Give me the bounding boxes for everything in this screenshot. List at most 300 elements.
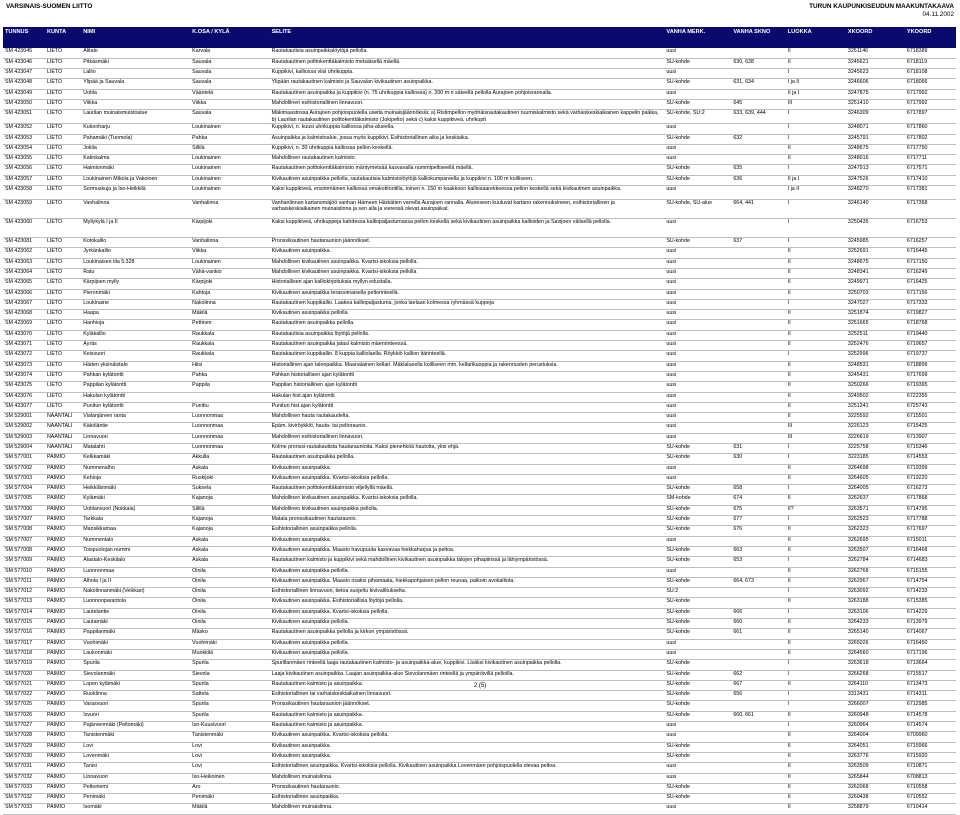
- cell-nimi: Matalahti: [81, 444, 190, 454]
- cell-kunta: PAIMIO: [45, 588, 81, 598]
- cell-kosa-kyla: Vääntelä: [190, 89, 269, 99]
- cell-vanha-skno: [731, 783, 785, 793]
- cell-luokka: I: [786, 238, 846, 248]
- cell-ykoord: 6714795: [905, 505, 956, 515]
- cell-kunta: PAIMIO: [45, 619, 81, 629]
- cell-vanha-skno: 653: [731, 557, 785, 567]
- cell-selite: Asuinpaikka ja kalmistoalue, jossa myös kuppikivi. Esihistoriallinen aika ja keskiaika.: [270, 134, 665, 144]
- cell-ykoord: 6717697: [905, 526, 956, 536]
- cell-xkoord: 3251874: [846, 310, 905, 320]
- cell-xkoord: 3226619: [846, 433, 905, 443]
- cell-vanha-merk: uusi: [664, 268, 731, 278]
- cell-nimi: Penimäki: [81, 794, 190, 804]
- cell-tunnus: SM 577008: [3, 526, 45, 536]
- cell-kunta: PAIMIO: [45, 670, 81, 680]
- cell-kunta: NAANTALI: [45, 413, 81, 423]
- cell-tunnus: SM 423046: [3, 58, 45, 68]
- cell-ykoord: 6717410: [905, 175, 956, 185]
- cell-vanha-merk: SU-kohde, SU:2: [664, 110, 731, 124]
- cell-vanha-skno: [731, 48, 785, 58]
- cell-vanha-merk: uusi: [664, 299, 731, 309]
- cell-vanha-skno: 658: [731, 485, 785, 495]
- cell-kosa-kyla: Kajanoja: [190, 495, 269, 505]
- cell-nimi: Loukinaisen tila 5:328: [81, 258, 190, 268]
- cell-luokka: I: [786, 69, 846, 79]
- table-row: [3, 546, 956, 556]
- cell-kosa-kyla: Vanhalinna: [190, 200, 269, 219]
- cell-selite: Rautakautinen asuinpaikka pellolla ja kirkon ympäristössä.: [270, 629, 665, 639]
- cell-kunta: LIETO: [45, 382, 81, 392]
- table-row: [3, 598, 956, 608]
- cell-xkoord: 3263507: [846, 546, 905, 556]
- cell-luokka: I: [786, 219, 846, 238]
- table-row: [3, 69, 956, 79]
- cell-ykoord: 6715920: [905, 752, 956, 762]
- cell-kunta: LIETO: [45, 186, 81, 200]
- cell-nimi: Luonnonparantola: [81, 598, 190, 608]
- cell-tunnus: SM 423066: [3, 289, 45, 299]
- cell-tunnus: SM 423067: [3, 299, 45, 309]
- table-row: [3, 495, 956, 505]
- column-header-nimi: NIMI: [81, 27, 190, 48]
- cell-tunnus: SM 423076: [3, 392, 45, 402]
- cell-nimi: Peltoniemi: [81, 783, 190, 793]
- cell-vanha-skno: 674: [731, 495, 785, 505]
- cell-nimi: Lopen kylämäki: [81, 680, 190, 690]
- cell-nimi: Ruoklinna: [81, 691, 190, 701]
- cell-ykoord: 6713473: [905, 680, 956, 690]
- cell-kosa-kyla: Punittu: [190, 402, 269, 412]
- cell-kunta: PAIMIO: [45, 639, 81, 649]
- cell-vanha-merk: SU-kohde: [664, 444, 731, 454]
- cell-kosa-kyla: Askala: [190, 557, 269, 567]
- cell-kunta: PAIMIO: [45, 505, 81, 515]
- cell-tunnus: SM 529003: [3, 433, 45, 443]
- table-row: [3, 268, 956, 278]
- cell-nimi: Jokila: [81, 144, 190, 154]
- cell-ykoord: 6714683: [905, 557, 956, 567]
- cell-kunta: LIETO: [45, 320, 81, 330]
- cell-selite: Kivikautinen asuinpaikka pellolla.: [270, 619, 665, 629]
- cell-kosa-kyla: Oinila: [190, 567, 269, 577]
- cell-kosa-kyla: Lovi: [190, 752, 269, 762]
- cell-vanha-merk: uusi: [664, 773, 731, 783]
- cell-vanha-skno: [731, 299, 785, 309]
- cell-kunta: PAIMIO: [45, 680, 81, 690]
- cell-kunta: NAANTALI: [45, 444, 81, 454]
- cell-tunnus: SM 423081: [3, 238, 45, 248]
- cell-kosa-kyla: Oinila: [190, 588, 269, 598]
- column-header-luokka: LUOKKA: [786, 27, 846, 48]
- table-header-row: [3, 27, 956, 48]
- cell-selite: Kuppikivi, kalliossa viisi uhrikuppia.: [270, 69, 665, 79]
- cell-ykoord: 6719737: [905, 351, 956, 361]
- cell-tunnus: SM 529002: [3, 423, 45, 433]
- cell-nimi: Jyrkänkallio: [81, 248, 190, 258]
- cell-xkoord: 3248675: [846, 144, 905, 154]
- cell-vanha-merk: uusi: [664, 155, 731, 165]
- cell-xkoord: 3248270: [846, 186, 905, 200]
- cell-xkoord: 3260964: [846, 722, 905, 732]
- cell-ykoord: 6714553: [905, 454, 956, 464]
- cell-luokka: II: [786, 268, 846, 278]
- cell-luokka: II: [786, 619, 846, 629]
- cell-kosa-kyla: Nakolinna: [190, 299, 269, 309]
- cell-tunnus: SM 577032: [3, 794, 45, 804]
- cell-tunnus: SM 577019: [3, 660, 45, 670]
- cell-kosa-kyla: Pahka: [190, 134, 269, 144]
- cell-luokka: II: [786, 413, 846, 423]
- cell-luokka: II?: [786, 505, 846, 515]
- cell-vanha-skno: 631: [731, 444, 785, 454]
- cell-vanha-skno: [731, 144, 785, 154]
- cell-nimi: Pieronmäki: [81, 289, 190, 299]
- cell-vanha-skno: 675: [731, 505, 785, 515]
- cell-xkoord: 3251410: [846, 99, 905, 109]
- table-row: [3, 110, 956, 124]
- cell-ykoord: 6715517: [905, 670, 956, 680]
- cell-vanha-skno: 666: [731, 608, 785, 618]
- cell-nimi: Kotokallio: [81, 238, 190, 248]
- cell-ykoord: 6715385: [905, 598, 956, 608]
- cell-xkoord: 3263571: [846, 505, 905, 515]
- cell-luokka: III: [786, 99, 846, 109]
- cell-vanha-skno: [731, 124, 785, 134]
- cell-luokka: II: [786, 629, 846, 639]
- cell-vanha-merk: uusi: [664, 258, 731, 268]
- cell-nimi: Myllykylä I ja II: [81, 219, 190, 238]
- cell-nimi: Keisvuori: [81, 351, 190, 361]
- cell-kosa-kyla: Loukinainen: [190, 124, 269, 134]
- cell-kosa-kyla: Kajanoja: [190, 516, 269, 526]
- cell-luokka: I: [786, 516, 846, 526]
- cell-luokka: II: [786, 248, 846, 258]
- cell-kosa-kyla: Spurila: [190, 660, 269, 670]
- cell-vanha-skno: 630, 638: [731, 58, 785, 68]
- cell-vanha-merk: SU-kohde: [664, 505, 731, 515]
- cell-vanha-skno: [731, 722, 785, 732]
- cell-kosa-kyla: Luonnonmaa: [190, 423, 269, 433]
- cell-vanha-merk: SU-kohde: [664, 680, 731, 690]
- cell-luokka: I: [786, 124, 846, 134]
- cell-nimi: Isvuori: [81, 711, 190, 721]
- cell-nimi: Pappilanmäki: [81, 629, 190, 639]
- cell-xkoord: 3245621: [846, 58, 905, 68]
- cell-tunnus: SM 423058: [3, 186, 45, 200]
- table-row: [3, 330, 956, 340]
- cell-kosa-kyla: Kärpijoki: [190, 279, 269, 289]
- cell-tunnus: SM 423070: [3, 330, 45, 340]
- cell-kunta: PAIMIO: [45, 783, 81, 793]
- cell-vanha-merk: uusi: [664, 402, 731, 412]
- cell-selite: Esihistoriallinen asuinpaikka pellolla.: [270, 526, 665, 536]
- cell-kosa-kyla: Raukkala: [190, 351, 269, 361]
- cell-kunta: PAIMIO: [45, 732, 81, 742]
- cell-selite: Punitun hist.ajan kylätontti: [270, 402, 665, 412]
- cell-luokka: I: [786, 134, 846, 144]
- cell-kunta: PAIMIO: [45, 577, 81, 587]
- cell-kunta: LIETO: [45, 99, 81, 109]
- cell-ykoord: 6717802: [905, 134, 956, 144]
- cell-xkoord: 3264110: [846, 680, 905, 690]
- table-row: [3, 557, 956, 567]
- cell-tunnus: SM 577006: [3, 505, 45, 515]
- cell-vanha-skno: 664, 673: [731, 577, 785, 587]
- cell-tunnus: SM 423056: [3, 165, 45, 175]
- cell-kunta: LIETO: [45, 144, 81, 154]
- cell-xkoord: 3264560: [846, 649, 905, 659]
- cell-vanha-skno: [731, 320, 785, 330]
- cell-xkoord: 3252511: [846, 330, 905, 340]
- cell-vanha-skno: 632: [731, 134, 785, 144]
- cell-nimi: Laukonmäki: [81, 649, 190, 659]
- cell-tunnus: SM 423049: [3, 89, 45, 99]
- cell-xkoord: 3246606: [846, 79, 905, 89]
- cell-kunta: PAIMIO: [45, 763, 81, 773]
- cell-kosa-kyla: Lovi: [190, 763, 269, 773]
- cell-selite: Vanhanlinnan kartanomäjöö vanhan Hämeen Härkätien varrella Aurajoen rannalla. Alueeseen kuuluvat kartano rakennuksineen, esihistoriallinen ja varhaiskeskiaikainen muinaislinna ja sen alla ja vieressä olevat asuinpaikat.: [270, 200, 665, 219]
- cell-xkoord: 3262637: [846, 495, 905, 505]
- cell-ykoord: 6714754: [905, 577, 956, 587]
- cell-luokka: I: [786, 722, 846, 732]
- cell-kunta: PAIMIO: [45, 742, 81, 752]
- register-table: [3, 27, 956, 815]
- cell-nimi: Linnavuori: [81, 433, 190, 443]
- cell-xkoord: 3247027: [846, 299, 905, 309]
- cell-kunta: LIETO: [45, 69, 81, 79]
- cell-nimi: Vialanjärven ranta: [81, 413, 190, 423]
- cell-tunnus: SM 423072: [3, 351, 45, 361]
- table-row: [3, 320, 956, 330]
- cell-luokka: II: [786, 279, 846, 289]
- cell-xkoord: 3266268: [846, 670, 905, 680]
- table-body: [3, 48, 956, 814]
- cell-vanha-skno: 631, 634: [731, 79, 785, 89]
- cell-xkoord: 3250435: [846, 219, 905, 238]
- cell-selite: Kivikautinen asuinpaikka. Kvartsi-iskoksia pellolla.: [270, 732, 665, 742]
- cell-vanha-skno: 645: [731, 99, 785, 109]
- cell-selite: Kivikautinen asuinpaikka pellolla.: [270, 639, 665, 649]
- cell-nimi: Tarkkala: [81, 516, 190, 526]
- cell-selite: Kivikautinen asuinpaikka.: [270, 248, 665, 258]
- cell-selite: Kivikautinen asuinpaikka pellolla, rautakautisia kalmistolöytöjä kalliokumpareella ja kuppikivi n. 100 m koilliseen.: [270, 175, 665, 185]
- cell-kunta: LIETO: [45, 279, 81, 289]
- cell-kosa-kyla: Luonnonmaa: [190, 444, 269, 454]
- cell-kunta: PAIMIO: [45, 752, 81, 762]
- table-row: [3, 649, 956, 659]
- cell-kunta: LIETO: [45, 289, 81, 299]
- cell-nimi: Punitun kylätontti: [81, 402, 190, 412]
- cell-ykoord: 6710414: [905, 804, 956, 814]
- cell-vanha-merk: SU-kohde: [664, 79, 731, 89]
- cell-tunnus: SM 577014: [3, 608, 45, 618]
- cell-nimi: Vanhalinna: [81, 200, 190, 219]
- cell-vanha-skno: 660: [731, 619, 785, 629]
- cell-tunnus: SM 577016: [3, 629, 45, 639]
- cell-vanha-merk: uusi: [664, 69, 731, 79]
- cell-tunnus: SM 423048: [3, 79, 45, 89]
- cell-luokka: II: [786, 639, 846, 649]
- cell-vanha-merk: SU-kohde: [664, 752, 731, 762]
- cell-kosa-kyla: Luonnonmaa: [190, 413, 269, 423]
- cell-luokka: I: [786, 200, 846, 219]
- cell-vanha-skno: [731, 279, 785, 289]
- cell-selite: Kaksi kuppikiveä, ensimmäinen kalliossa omakotitontilla, toinen n. 150 m kaakkoon kalliosaarekkeessa pellon keskellä sekä kivikautinen asuinpaikka.: [270, 186, 665, 200]
- cell-kosa-kyla: Hiisi: [190, 361, 269, 371]
- cell-ykoord: 6710558: [905, 783, 956, 793]
- cell-kosa-kyla: Viikka: [190, 248, 269, 258]
- table-row: [3, 289, 956, 299]
- table-row: [3, 382, 956, 392]
- cell-ykoord: 6719657: [905, 341, 956, 351]
- cell-nimi: Hakulan kylätontti: [81, 392, 190, 402]
- cell-kosa-kyla: Mäsko: [190, 629, 269, 639]
- cell-nimi: Alitalo: [81, 48, 190, 58]
- cell-selite: Kivikautinen asuinpaikka. Maasto havupuuta kasvavaa hiekkaharjua ja peltoa.: [270, 546, 665, 556]
- cell-vanha-skno: 656: [731, 691, 785, 701]
- table-row: [3, 402, 956, 412]
- cell-kunta: LIETO: [45, 89, 81, 99]
- cell-selite: Rautakautinen kalmisto ja asuinpaikka.: [270, 711, 665, 721]
- cell-ykoord: 6717699: [905, 371, 956, 381]
- cell-tunnus: SM 423069: [3, 320, 45, 330]
- cell-luokka: II: [786, 289, 846, 299]
- cell-xkoord: 3263092: [846, 588, 905, 598]
- table-row: [3, 219, 956, 238]
- cell-selite: Rautakautinen asuinpaikka pellolla.: [270, 320, 665, 330]
- cell-nimi: Uotila: [81, 89, 190, 99]
- cell-kosa-kyla: Mäkilä: [190, 310, 269, 320]
- cell-luokka: I ja II: [786, 79, 846, 89]
- cell-ykoord: 6716450: [905, 639, 956, 649]
- cell-tunnus: SM 423074: [3, 371, 45, 381]
- cell-ykoord: 6713664: [905, 660, 956, 670]
- cell-xkoord: 3245985: [846, 238, 905, 248]
- cell-vanha-merk: uusi: [664, 279, 731, 289]
- cell-nimi: Linnavuori: [81, 773, 190, 783]
- cell-tunnus: SM 529004: [3, 444, 45, 454]
- cell-selite: Esihistoriallinen asuinpaikka. Kvartsi-iskoksia pellolla. Kivikautinen asuinpaikka Lovenmäen pohjoispuolella olevaa peltoa.: [270, 763, 665, 773]
- cell-tunnus: SM 423047: [3, 69, 45, 79]
- cell-tunnus: SM 423055: [3, 155, 45, 165]
- cell-luokka: I: [786, 165, 846, 175]
- cell-vanha-merk: SU-kohde: [664, 58, 731, 68]
- cell-kosa-kyla: Sievola: [190, 670, 269, 680]
- cell-tunnus: SM 577008: [3, 546, 45, 556]
- document-header-title: TURUN KAUPUNKISEUDUN MAAKUNTAKAAVA: [809, 3, 954, 10]
- cell-vanha-merk: SU-kohde, SU-alue: [664, 200, 731, 219]
- cell-nimi: Haapa: [81, 310, 190, 320]
- cell-tunnus: SM 577009: [3, 557, 45, 567]
- cell-vanha-merk: uusi: [664, 639, 731, 649]
- cell-kosa-kyla: Mäkilä: [190, 804, 269, 814]
- cell-luokka: II: [786, 258, 846, 268]
- cell-nimi: Lautamäki: [81, 619, 190, 629]
- cell-nimi: Katinkalma: [81, 155, 190, 165]
- cell-tunnus: SM 423052: [3, 124, 45, 134]
- cell-nimi: Ratu: [81, 268, 190, 278]
- table-row: [3, 701, 956, 711]
- cell-luokka: I: [786, 588, 846, 598]
- cell-ykoord: 6709960: [905, 732, 956, 742]
- cell-tunnus: SM 577010: [3, 567, 45, 577]
- cell-kosa-kyla: Pappila: [190, 382, 269, 392]
- cell-kunta: LIETO: [45, 175, 81, 185]
- cell-vanha-skno: [731, 186, 785, 200]
- cell-selite: Mahdollinen muinaislinna.: [270, 773, 665, 783]
- cell-tunnus: SM 577033: [3, 783, 45, 793]
- table-row: [3, 310, 956, 320]
- cell-ykoord: 6715346: [905, 444, 956, 454]
- cell-selite: Kolme pronssi-rautakautista hautaraunioita. Kaksi pienehköä hautoita, yksi ehjä.: [270, 444, 665, 454]
- cell-nimi: Ylipää ja Sauvala: [81, 79, 190, 89]
- cell-xkoord: 3225758: [846, 444, 905, 454]
- cell-vanha-skno: [731, 639, 785, 649]
- cell-vanha-skno: [731, 773, 785, 783]
- table-row: [3, 58, 956, 68]
- cell-tunnus: SM 577020: [3, 670, 45, 680]
- cell-kunta: PAIMIO: [45, 660, 81, 670]
- cell-selite: Kivikautinen asuinpaikka.: [270, 536, 665, 546]
- cell-kunta: LIETO: [45, 124, 81, 134]
- cell-vanha-skno: [731, 752, 785, 762]
- table-row: [3, 629, 956, 639]
- cell-kosa-kyla: Loukinainen: [190, 165, 269, 175]
- cell-kunta: LIETO: [45, 310, 81, 320]
- cell-selite: Kivikautinen asuinpaikka.: [270, 752, 665, 762]
- cell-tunnus: SM 423053: [3, 134, 45, 144]
- cell-xkoord: 3245431: [846, 371, 905, 381]
- table-row: [3, 485, 956, 495]
- cell-vanha-skno: 663: [731, 546, 785, 556]
- cell-luokka: II ja I: [786, 89, 846, 99]
- cell-nimi: Kyläkallio: [81, 330, 190, 340]
- cell-kunta: PAIMIO: [45, 598, 81, 608]
- cell-selite: Rautakautinen kalmisto ja kuppikivi sekä mahdollinen kivikautinen asuinpaikka talojen pihapiirissä ja lähiympäristössä.: [270, 557, 665, 567]
- cell-kunta: PAIMIO: [45, 526, 81, 536]
- cell-ykoord: 6715966: [905, 742, 956, 752]
- cell-kunta: LIETO: [45, 371, 81, 381]
- cell-kosa-kyla: Iso-Kuusivuori: [190, 722, 269, 732]
- cell-tunnus: SM 423060: [3, 219, 45, 238]
- cell-kunta: LIETO: [45, 330, 81, 340]
- cell-kunta: NAANTALI: [45, 433, 81, 443]
- cell-vanha-merk: SU-kohde: [664, 165, 731, 175]
- cell-luokka: II: [786, 711, 846, 721]
- document-header-left: VARSINAIS-SUOMEN LIITTO: [6, 3, 93, 10]
- cell-selite: Rautakautisia asuinpaikkalöytöjä pellolla.: [270, 48, 665, 58]
- table-row: [3, 200, 956, 219]
- cell-tunnus: SM 577033: [3, 804, 45, 814]
- cell-nimi: Nakolinnanmäki (Veikkari): [81, 588, 190, 598]
- cell-kunta: LIETO: [45, 165, 81, 175]
- cell-tunnus: SM 577025: [3, 701, 45, 711]
- cell-vanha-skno: [731, 268, 785, 278]
- cell-luokka: I: [786, 110, 846, 124]
- cell-kosa-kyla: Sillilä: [190, 144, 269, 154]
- cell-ykoord: 6717571: [905, 165, 956, 175]
- document-date: 04.11.2002: [922, 10, 954, 18]
- cell-vanha-merk: uusi: [664, 289, 731, 299]
- cell-tunnus: SM 423075: [3, 382, 45, 392]
- cell-selite: Rautakautinen polttokenttäkalmisto viljellyllä mäellä.: [270, 485, 665, 495]
- cell-ykoord: 6717860: [905, 124, 956, 134]
- cell-luokka: II: [786, 474, 846, 484]
- cell-xkoord: 3265140: [846, 629, 905, 639]
- cell-vanha-skno: [731, 433, 785, 443]
- cell-tunnus: SM 577001: [3, 454, 45, 464]
- cell-vanha-merk: uusi: [664, 248, 731, 258]
